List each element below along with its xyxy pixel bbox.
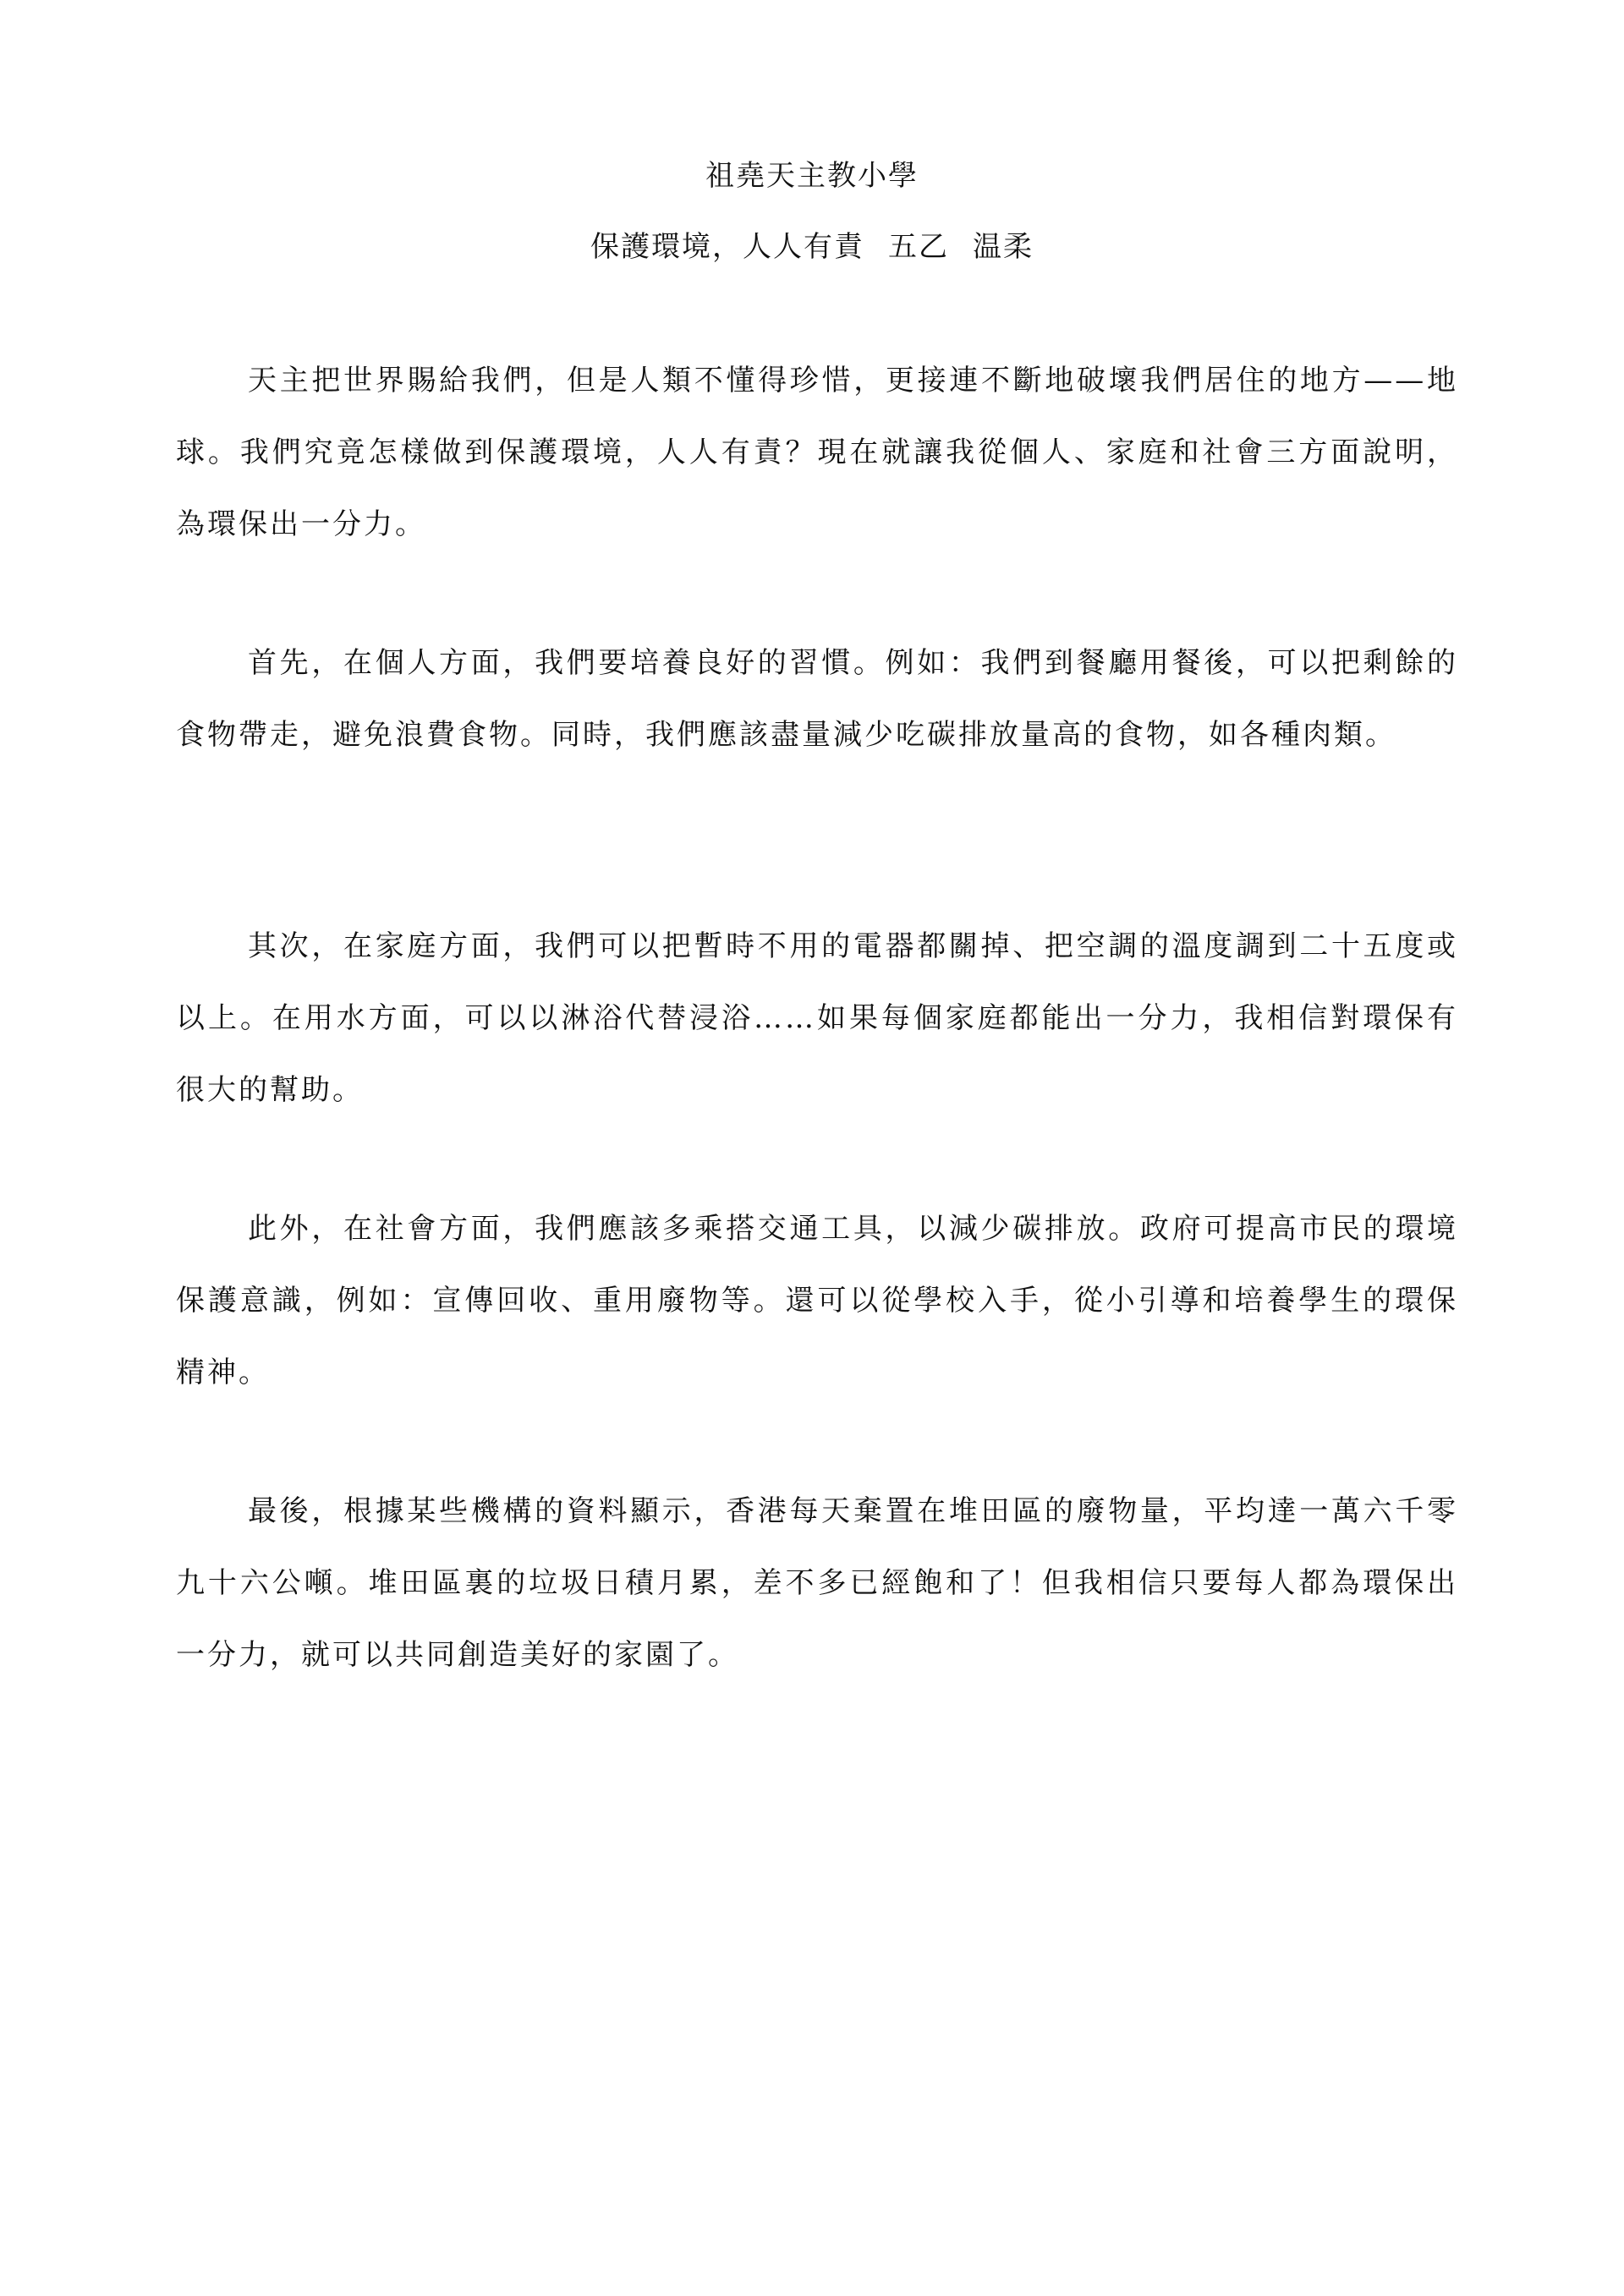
paragraph-family: 其次，在家庭方面，我們可以把暫時不用的電器都關掉、把空調的溫度調到二十五度或以上。在用水方面，可以以淋浴代替浸浴……如果每個家庭都能出一分力，我相信對環保有很大的幫助。 [176, 929, 1458, 1107]
paragraph-conclusion: 最後，根據某些機構的資料顯示，香港每天棄置在堆田區的廢物量，平均達一萬六千零九十六公噸。堆田區裏的垃圾日積月累，差不多已經飽和了！但我相信只要每人都為環保出一分力，就可以共同創造美好的家園了。 [176, 1494, 1458, 1672]
paragraph-introduction: 天主把世界賜給我們，但是人類不懂得珍惜，更接連不斷地破壞我們居住的地方——地球。我們究竟怎樣做到保護環境，人人有責？現在就讓我從個人、家庭和社會三方面說明，為環保出一分力。 [176, 364, 1458, 541]
paragraph-society: 此外，在社會方面，我們應該多乘搭交通工具，以減少碳排放。政府可提高市民的環境保護意識，例如：宣傳回收、重用廢物等。還可以從學校入手，從小引導和培養學生的環保精神。 [176, 1212, 1458, 1389]
paragraph-personal: 首先，在個人方面，我們要培養良好的習慣。例如：我們到餐廳用餐後，可以把剩餘的食物帶走，避免浪費食物。同時，我們應該盡量減少吃碳排放量高的食物，如各種肉類。 [176, 646, 1458, 752]
school-name: 祖堯天主教小學 [705, 159, 919, 193]
essay-title: 保護環境，人人有責 [590, 230, 864, 264]
author-name: 温柔 [973, 230, 1034, 264]
essay-heading [0, 230, 1624, 264]
class-name: 五乙 [888, 230, 949, 264]
